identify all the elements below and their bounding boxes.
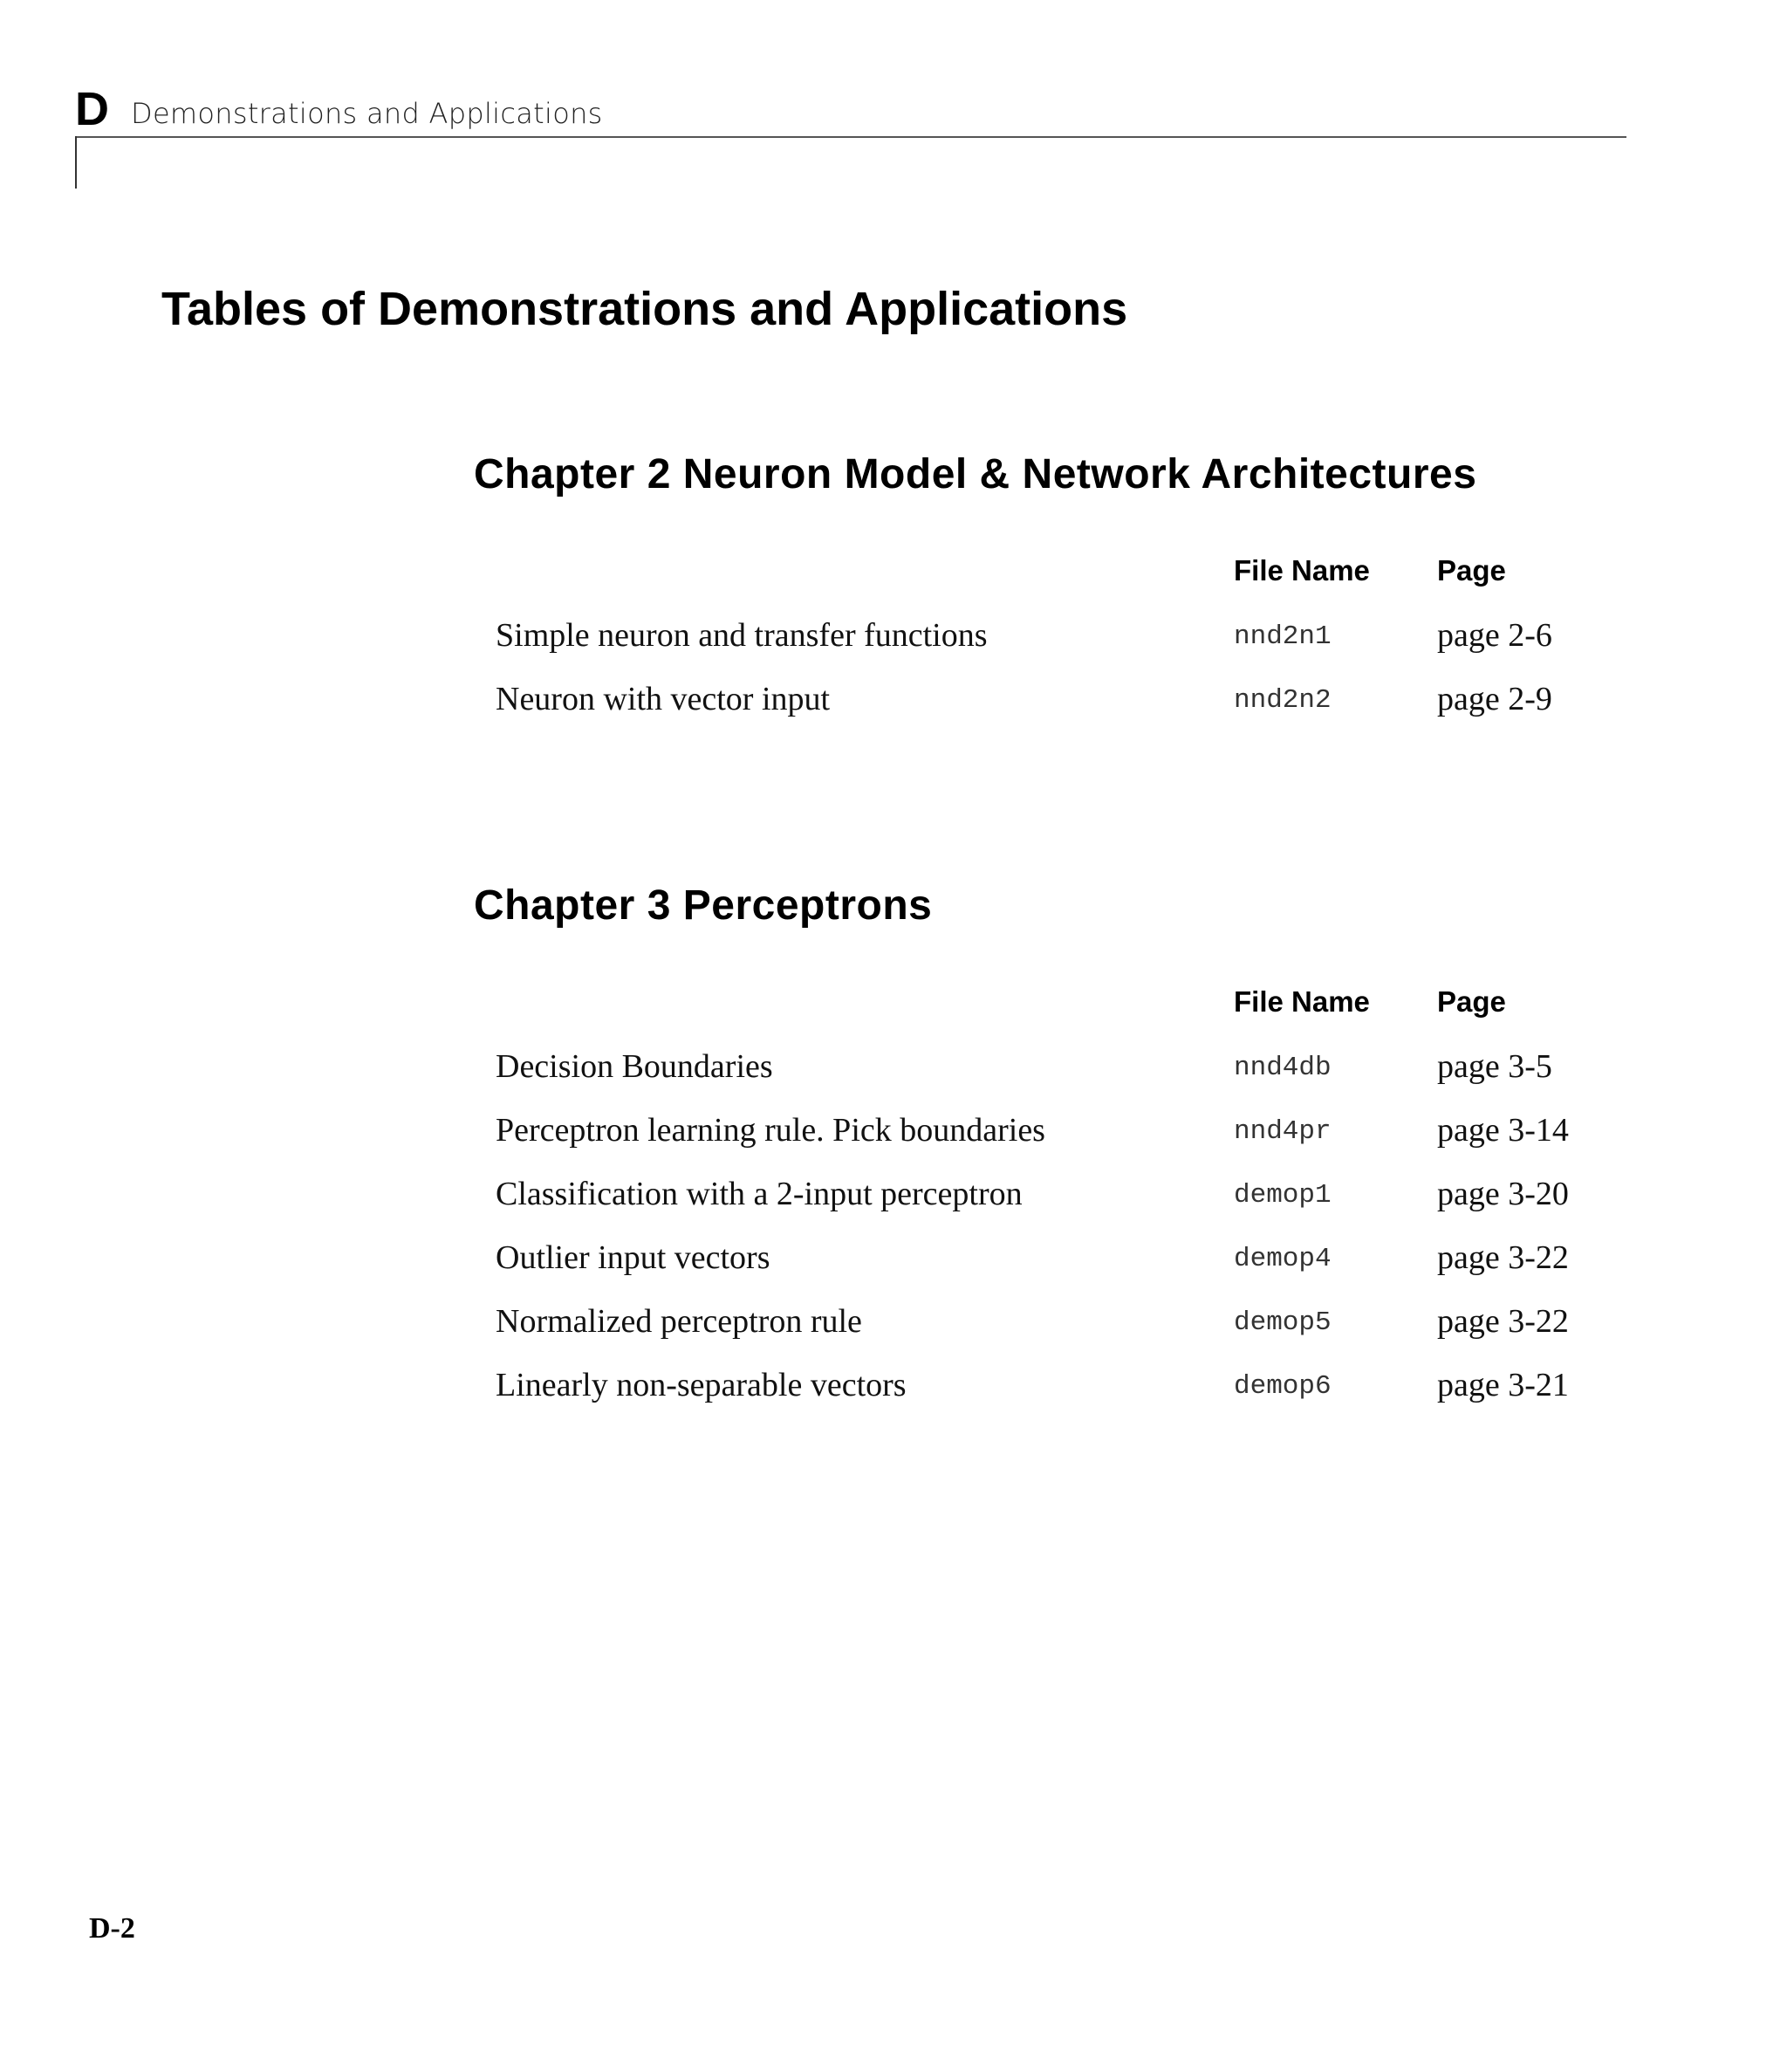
demo-page-ref: page 3-22 [1437, 1239, 1569, 1276]
demo-file-name: nnd4pr [1234, 1116, 1332, 1147]
demo-file-name: demop6 [1234, 1371, 1332, 1402]
demo-description: Normalized perceptron rule [496, 1303, 862, 1340]
column-header-page: Page [1437, 554, 1506, 587]
demo-table [474, 1047, 1643, 1430]
page-title: Tables of Demonstrations and Applications [161, 283, 1128, 335]
table-row [474, 1302, 1643, 1366]
demo-description: Neuron with vector input [496, 681, 831, 717]
demo-table [474, 616, 1643, 744]
demo-file-name: demop4 [1234, 1244, 1332, 1274]
page-number: D-2 [89, 1912, 135, 1945]
chapter-heading: Chapter 2 Neuron Model & Network Architectures [474, 451, 1477, 497]
table-row [474, 1238, 1643, 1302]
table-row [474, 1175, 1643, 1238]
demo-description: Outlier input vectors [496, 1239, 770, 1276]
table-row [474, 1047, 1643, 1111]
demo-file-name: nnd2n1 [1234, 621, 1332, 652]
header-vertical-rule [75, 136, 77, 189]
running-header [75, 83, 1626, 137]
table-row [474, 616, 1643, 680]
demo-file-name: demop1 [1234, 1180, 1332, 1211]
demo-file-name: nnd2n2 [1234, 685, 1332, 716]
chapter-3-section [474, 882, 1643, 1430]
table-row [474, 1366, 1643, 1430]
demo-page-ref: page 3-22 [1437, 1303, 1569, 1340]
table-header [474, 553, 1643, 597]
demo-page-ref: page 3-20 [1437, 1176, 1569, 1212]
column-header-file-name: File Name [1234, 985, 1370, 1018]
demo-description: Decision Boundaries [496, 1048, 773, 1085]
section-title: Demonstrations and Applications [131, 97, 603, 130]
demo-file-name: nnd4db [1234, 1053, 1332, 1083]
table-row [474, 1111, 1643, 1175]
appendix-letter: D [75, 83, 109, 135]
column-header-file-name: File Name [1234, 554, 1370, 587]
table-header [474, 985, 1643, 1028]
chapter-2-section [474, 450, 1643, 744]
demo-file-name: demop5 [1234, 1307, 1332, 1338]
demo-page-ref: page 2-6 [1437, 617, 1552, 654]
demo-description: Perceptron learning rule. Pick boundaries [496, 1112, 1045, 1149]
demo-page-ref: page 3-21 [1437, 1367, 1569, 1403]
column-header-page: Page [1437, 985, 1506, 1018]
demo-description: Simple neuron and transfer functions [496, 617, 988, 654]
demo-description: Linearly non-separable vectors [496, 1367, 907, 1403]
demo-page-ref: page 2-9 [1437, 681, 1552, 717]
table-row [474, 680, 1643, 744]
demo-page-ref: page 3-5 [1437, 1048, 1552, 1085]
demo-description: Classification with a 2-input perceptron [496, 1176, 1023, 1212]
header-divider [75, 136, 1626, 138]
chapter-heading: Chapter 3 Perceptrons [474, 882, 933, 929]
demo-page-ref: page 3-14 [1437, 1112, 1569, 1149]
